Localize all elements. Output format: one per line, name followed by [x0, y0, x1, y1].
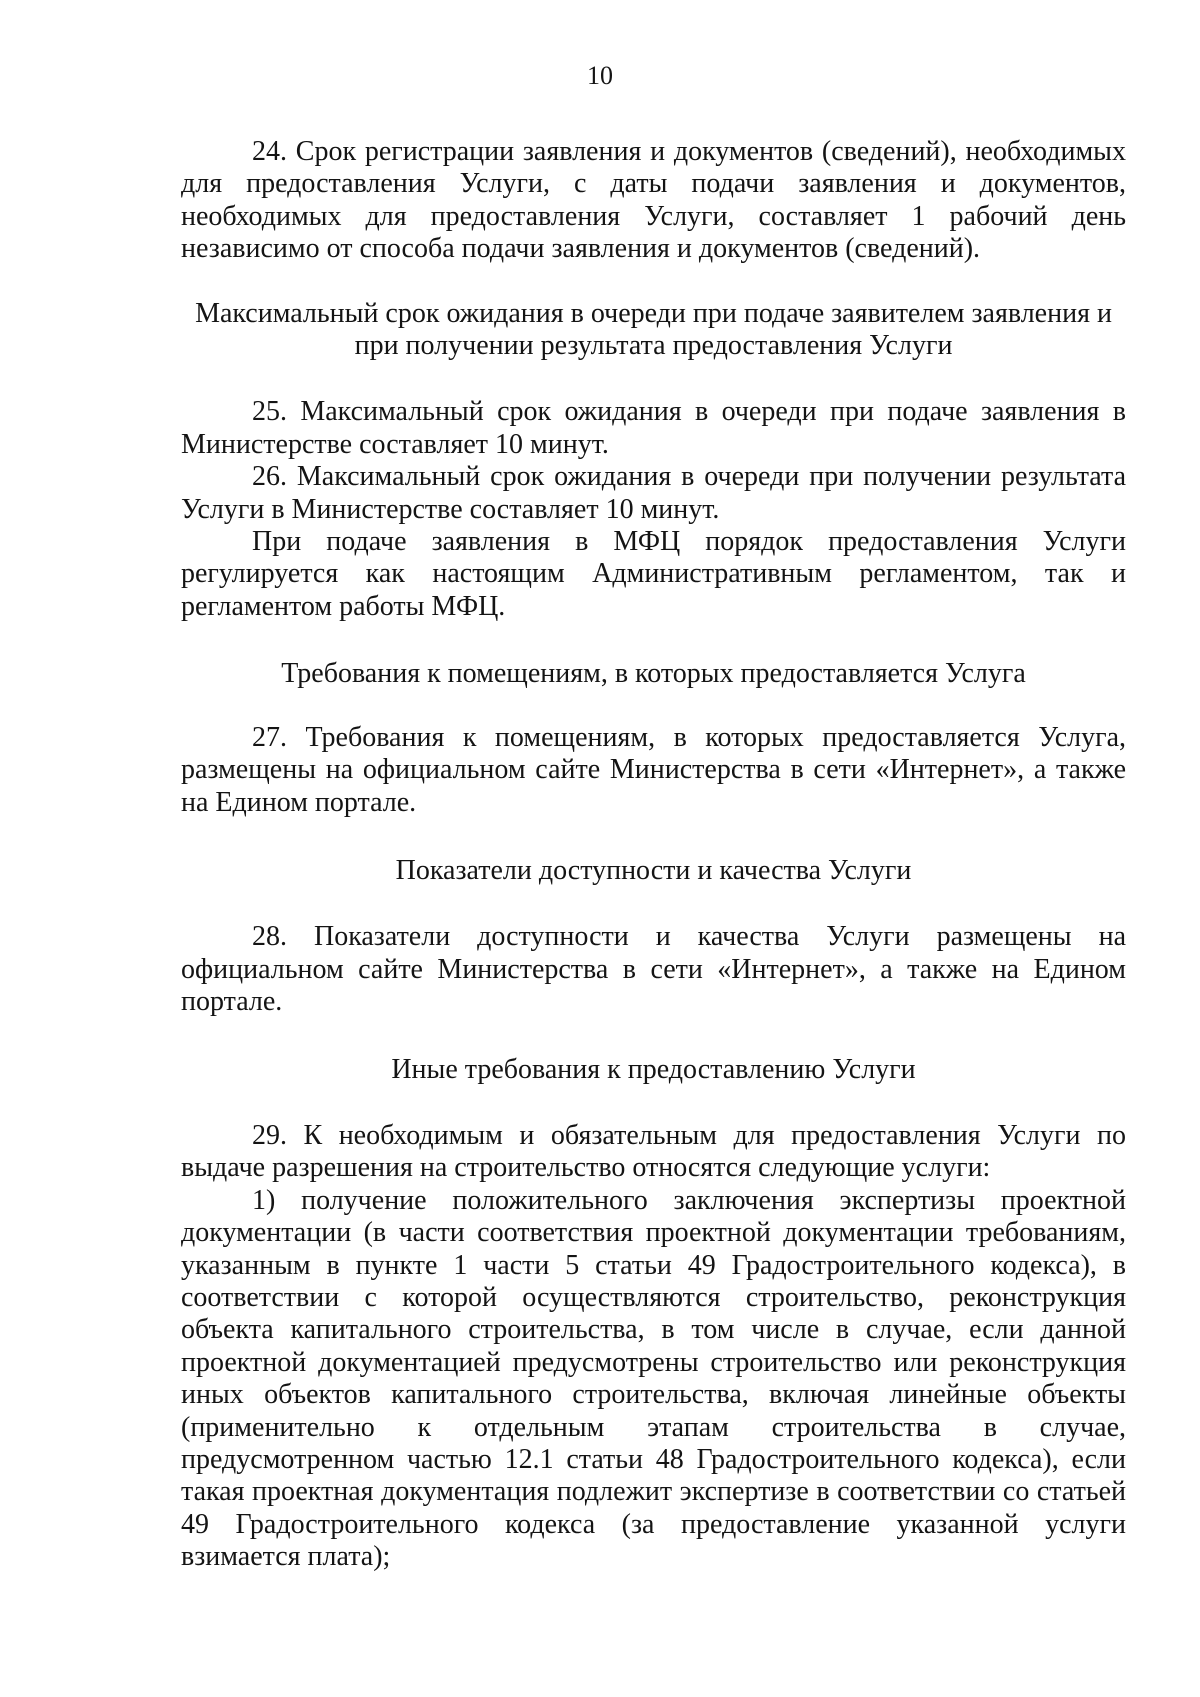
section-heading-premises: Требования к помещениям, в которых предоставляется Услуга: [281, 658, 1026, 690]
paragraph-29: 29. К необходимым и обязательным для предоставления Услуги по выдаче разрешения на строительство относятся следующие услуги:: [181, 1119, 1126, 1184]
paragraph-25: 25. Максимальный срок ожидания в очереди при подаче заявления в Министерстве составляет 10 минут.: [181, 396, 1126, 460]
paragraph-29-item-1: 1) получение положительного заключения экспертизы проектной документации (в части соответствия проектной документации требованиям, указанным в пункте 1 части 5 статьи 49 Градостроительного кодекса), в соответствии с которой осуществляются строительство, реконструкция объекта капитального строительства, в том числе в случае, если данной проектной документацией предусмотрены строительство или реконструкция иных объектов капитального строительства, включая линейные объекты (применительно к отдельным этапам строительства в случае, предусмотренном частью 12.1 статьи 48 Градостроительного кодекса), если такая проектная документация подлежит экспертизе в соответствии со статьей 49 Градостроительного кодекса (за предоставление указанной услуги взимается плата);: [181, 1184, 1126, 1573]
page-number: 10: [587, 61, 613, 90]
section-heading-other-requirements: Иные требования к предоставлению Услуги: [391, 1053, 916, 1085]
paragraph-26: 26. Максимальный срок ожидания в очереди при получении результата Услуги в Министерстве составляет 10 минут.: [181, 461, 1126, 525]
document-body: [181, 136, 1126, 1574]
paragraph-mfc: При подаче заявления в МФЦ порядок предоставления Услуги регулируется как настоящим Административным регламентом, так и регламентом работы МФЦ.: [181, 526, 1126, 622]
section-heading-waiting-time: Максимальный срок ожидания в очереди при подаче заявителем заявления и при получении результата предоставления Услуги: [195, 297, 1112, 362]
paragraph-24: 24. Срок регистрации заявления и документов (сведений), необходимых для предоставления Услуги, с даты подачи заявления и документов, необходимых для предоставления Услуги, составляет 1 рабочий день независимо от способа подачи заявления и документов (сведений).: [181, 136, 1126, 265]
paragraph-27: 27. Требования к помещениям, в которых предоставляется Услуга, размещены на официальном сайте Министерства в сети «Интернет», а также на Едином портале.: [181, 721, 1126, 818]
paragraph-28: 28. Показатели доступности и качества Услуги размещены на официальном сайте Министерства в сети «Интернет», а также на Едином портале.: [181, 921, 1126, 1018]
section-heading-quality: Показатели доступности и качества Услуги: [395, 854, 912, 886]
